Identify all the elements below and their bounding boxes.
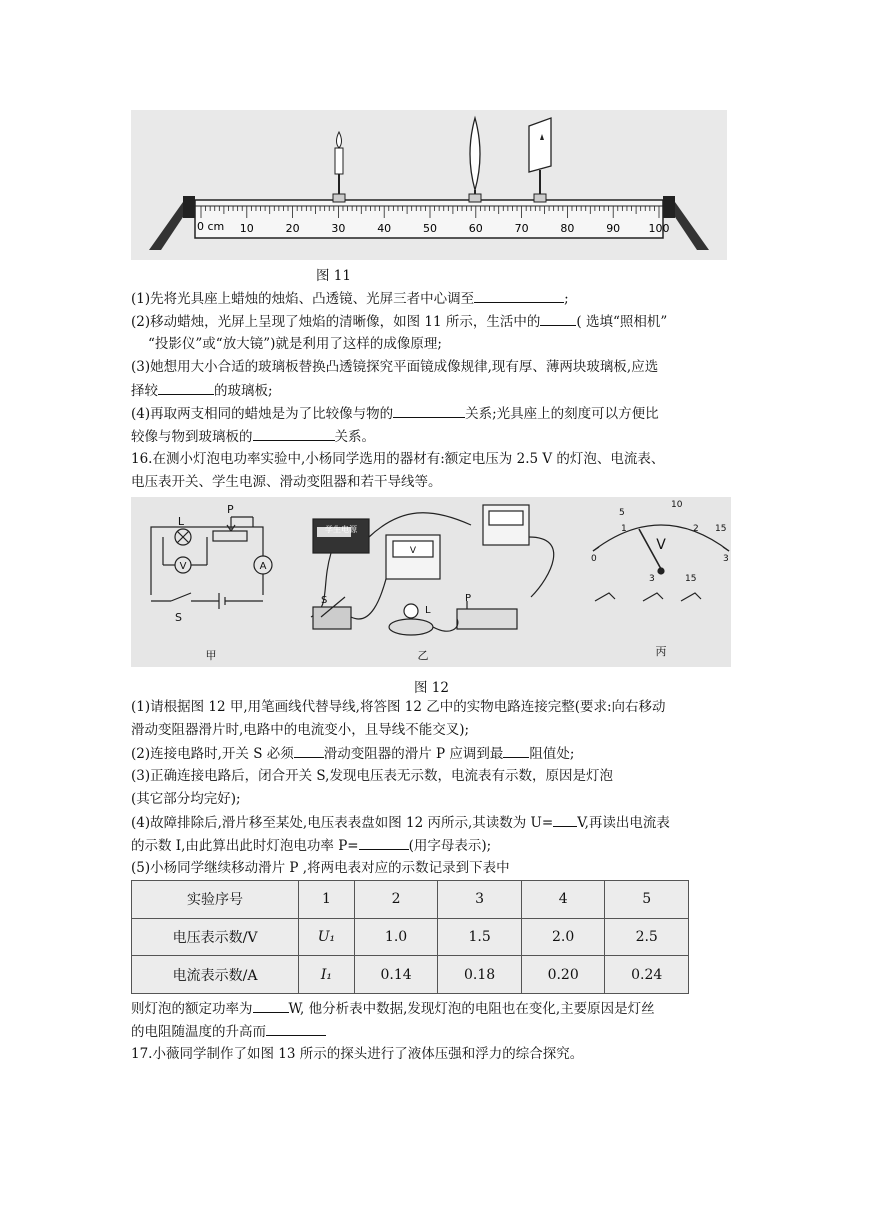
figure-11-optical-bench — [131, 110, 727, 260]
figure-12-circuit — [131, 497, 731, 667]
table-row — [132, 881, 689, 919]
q17-intro: 17.小薇同学制作了如图 13 所示的探头进行了液体压强和浮力的综合探究。 — [131, 1046, 584, 1062]
table-cell: 电流表示数/A — [132, 956, 299, 994]
label-jia: 甲 — [205, 649, 217, 662]
data-table-image — [131, 880, 689, 994]
answer-blank[interactable] — [553, 812, 577, 827]
circuit-drawing — [131, 497, 731, 667]
schematic-slider-label: P — [227, 503, 234, 516]
ruler-label: 70 — [514, 222, 529, 235]
schematic-ammeter-label: A — [259, 561, 267, 572]
dial-top-15: 15 — [715, 524, 727, 534]
q16-part1: (1)请根据图 12 甲,用笔画线代替导线,将答图 12 乙中的实物电路连接完整(要求:向右移动 — [131, 699, 666, 715]
q15-part4-cont: 较像与物到玻璃板的 关系。 — [131, 426, 375, 447]
figure-12-caption: 图 12 — [414, 680, 449, 696]
table-cell: 3 — [438, 881, 522, 919]
ruler-label: 90 — [606, 222, 621, 235]
ruler-label: 20 — [285, 222, 300, 235]
q15-part3: (3)她想用大小合适的玻璃板替换凸透镜探究平面镜成像规律,现有厚、薄两块玻璃板,应选 — [131, 359, 659, 375]
physical-lamp-label: L — [425, 605, 431, 616]
answer-blank[interactable] — [294, 743, 324, 758]
answer-blank[interactable] — [158, 380, 214, 395]
dial-top-5: 5 — [619, 508, 625, 518]
q16-part4-cont: 的示数 I,由此算出此时灯泡电功率 P= (用字母表示); — [131, 835, 491, 856]
dial-top-10: 10 — [671, 500, 683, 510]
table-cell: 0.24 — [605, 956, 689, 994]
answer-blank[interactable] — [503, 743, 529, 758]
q15-part3-cont: 择较 的玻璃板; — [131, 380, 273, 401]
table-cell: 4 — [521, 881, 605, 919]
terminal-15: 15 — [685, 574, 697, 584]
ruler-label: 50 — [423, 222, 437, 235]
dial-bottom-1: 1 — [621, 524, 627, 534]
q16-part1-cont: 滑动变阻器滑片时,电路中的电流变小，且导线不能交叉); — [131, 722, 470, 738]
dial-bottom-3: 3 — [723, 554, 729, 564]
dial-unit-label: V — [656, 537, 666, 553]
table-cell: I₁ — [299, 956, 355, 994]
answer-blank[interactable] — [393, 403, 465, 418]
q16-part3: (3)正确连接电路后，闭合开关 S,发现电压表无示数，电流表有示数，原因是灯泡 — [131, 768, 613, 784]
ruler-label: 10 — [239, 222, 254, 235]
ruler-label: 40 — [377, 222, 392, 235]
optical-bench-drawing — [131, 110, 727, 260]
table-cell: 2 — [354, 881, 438, 919]
table-cell: 1.0 — [354, 918, 438, 956]
table-cell: 实验序号 — [132, 881, 299, 919]
physical-switch-label: S — [321, 595, 328, 606]
table-row — [132, 918, 689, 956]
ruler-label: 100 — [648, 222, 670, 235]
dial-bottom-0: 0 — [591, 554, 597, 564]
table-row — [132, 956, 689, 994]
ruler-unit-label: 0 cm — [197, 220, 225, 233]
schematic-voltmeter-label: V — [179, 561, 187, 572]
answer-blank[interactable] — [253, 998, 289, 1013]
q16-part4: (4)故障排除后,滑片移至某处,电压表表盘如图 12 丙所示,其读数为 U= V,再读出电流表 — [131, 812, 670, 833]
q16-part3-cont: (其它部分均完好); — [131, 791, 241, 807]
ruler-label: 60 — [468, 222, 483, 235]
q15-part2: (2)移动蜡烛，光屏上呈现了烛焰的清晰像，如图 11 所示，生活中的 ( 选填“照相机” — [131, 311, 667, 332]
table-cell: 1.5 — [438, 918, 522, 956]
power-supply-label: 学生电源 — [325, 525, 357, 534]
q16-part2: (2)连接电路时,开关 S 必须 滑动变阻器的滑片 P 应调到最 阻值处; — [131, 743, 574, 764]
answer-blank[interactable] — [253, 426, 335, 441]
q16-part5: (5)小杨同学继续移动滑片 P ,将两电表对应的示数记录到下表中 — [131, 860, 510, 876]
data-table — [131, 880, 689, 994]
answer-blank[interactable] — [359, 835, 409, 850]
table-cell: U₁ — [299, 918, 355, 956]
label-yi: 乙 — [417, 649, 429, 662]
physical-voltmeter-label: V — [409, 546, 417, 556]
ruler-label: 30 — [331, 222, 346, 235]
table-cell: 电压表示数/V — [132, 918, 299, 956]
answer-blank[interactable] — [266, 1021, 326, 1036]
schematic-lamp-label: L — [177, 515, 185, 528]
table-cell: 0.20 — [521, 956, 605, 994]
q16-intro: 16.在测小灯泡电功率实验中,小杨同学选用的器材有:额定电压为 2.5 V 的灯泡、电流表、 — [131, 451, 665, 467]
dial-bottom-2: 2 — [693, 524, 699, 534]
schematic-switch-label: S — [175, 611, 182, 624]
terminal-3: 3 — [649, 574, 655, 584]
table-cell: 0.18 — [438, 956, 522, 994]
physical-slider-label: P — [465, 593, 472, 604]
table-cell: 1 — [299, 881, 355, 919]
answer-blank[interactable] — [540, 311, 576, 326]
q16-part6: 则灯泡的额定功率为 W, 他分析表中数据,发现灯泡的电阻也在变化,主要原因是灯丝 — [131, 998, 655, 1019]
figure-11-caption: 图 11 — [316, 268, 351, 284]
q15-part1: (1)先将光具座上蜡烛的烛焰、凸透镜、光屏三者中心调至 ; — [131, 288, 569, 309]
q15-part2-cont: “投影仪”或“放大镜”)就是利用了这样的成像原理; — [148, 336, 442, 352]
q16-part6-cont: 的电阻随温度的升高而 — [131, 1021, 326, 1042]
q16-intro-cont: 电压表开关、学生电源、滑动变阻器和若干导线等。 — [131, 474, 442, 490]
table-cell: 5 — [605, 881, 689, 919]
q15-part4: (4)再取两支相同的蜡烛是为了比较像与物的 关系;光具座上的刻度可以方便比 — [131, 403, 659, 424]
ruler-label: 80 — [560, 222, 575, 235]
label-bing: 丙 — [655, 645, 667, 658]
table-cell: 0.14 — [354, 956, 438, 994]
table-cell: 2.5 — [605, 918, 689, 956]
answer-blank[interactable] — [474, 288, 564, 303]
table-cell: 2.0 — [521, 918, 605, 956]
